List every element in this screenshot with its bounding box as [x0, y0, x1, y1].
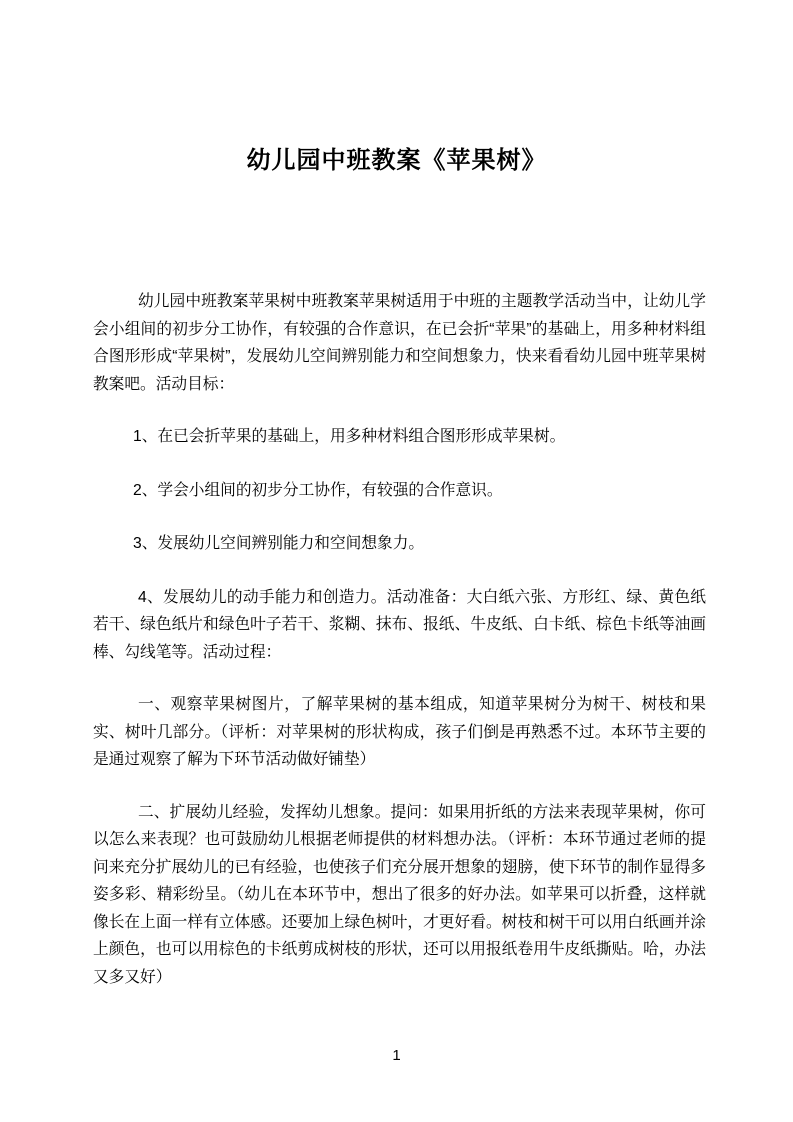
goal-item-2: 2、学会小组间的初步分工协作，有较强的合作意识。 — [133, 481, 503, 499]
intro-paragraph: 幼儿园中班教案苹果树中班教案苹果树适用于中班的主题教学活动当中，让幼儿学会小组间的初步分工协作，有较强的合作意识，在已会折“苹果”的基础上，用多种材料组合图形形成“苹果树”，发展幼儿空间辨别能力和空间想象力，快来看看幼儿园中班苹果树教案吧。活动目标： — [93, 293, 706, 393]
preparation-paragraph: 4、发展幼儿的动手能力和创造力。活动准备：大白纸六张、方形红、绿、黄色纸若干、绿色纸片和绿色叶子若干、浆糊、抹布、报纸、牛皮纸、白卡纸、棕色卡纸等油画棒、勾线笔等。活动过程： — [93, 588, 706, 661]
step-one-paragraph: 一、观察苹果树图片，了解苹果树的基本组成，知道苹果树分为树干、树枝和果实、树叶几部分。（评析：对苹果树的形状构成，孩子们倒是再熟悉不过。本环节主要的是通过观察了解为下环节活动做好铺垫） — [93, 696, 706, 768]
document-body — [93, 288, 706, 991]
goal-item-1: 1、在已会折苹果的基础上，用多种材料组合图形形成苹果树。 — [133, 428, 566, 445]
goal-item-3: 3、发展幼儿空间辨别能力和空间想象力。 — [133, 535, 425, 552]
page-number: 1 — [392, 1047, 401, 1064]
document-title: 幼儿园中班教案《苹果树》 — [246, 147, 547, 174]
step-two-paragraph: 二、扩展幼儿经验，发挥幼儿想象。提问：如果用折纸的方法来表现苹果树，你可以怎么来表现？也可鼓励幼儿根据老师提供的材料想办法。（评析：本环节通过老师的提问来充分扩展幼儿的已有经验，也使孩子们充分展开想象的翅膀，使下环节的制作显得多姿多彩、精彩纷呈。（幼儿在本环节中，想出了很多的好办法。如苹果可以折叠，这样就像长在上面一样有立体感。还要加上绿色树叶，才更好看。树枝和树干可以用白纸画并涂上颜色，也可以用棕色的卡纸剪成树枝的形状，还可以用报纸卷用牛皮纸撕贴。哈，办法又多又好） — [93, 803, 706, 986]
